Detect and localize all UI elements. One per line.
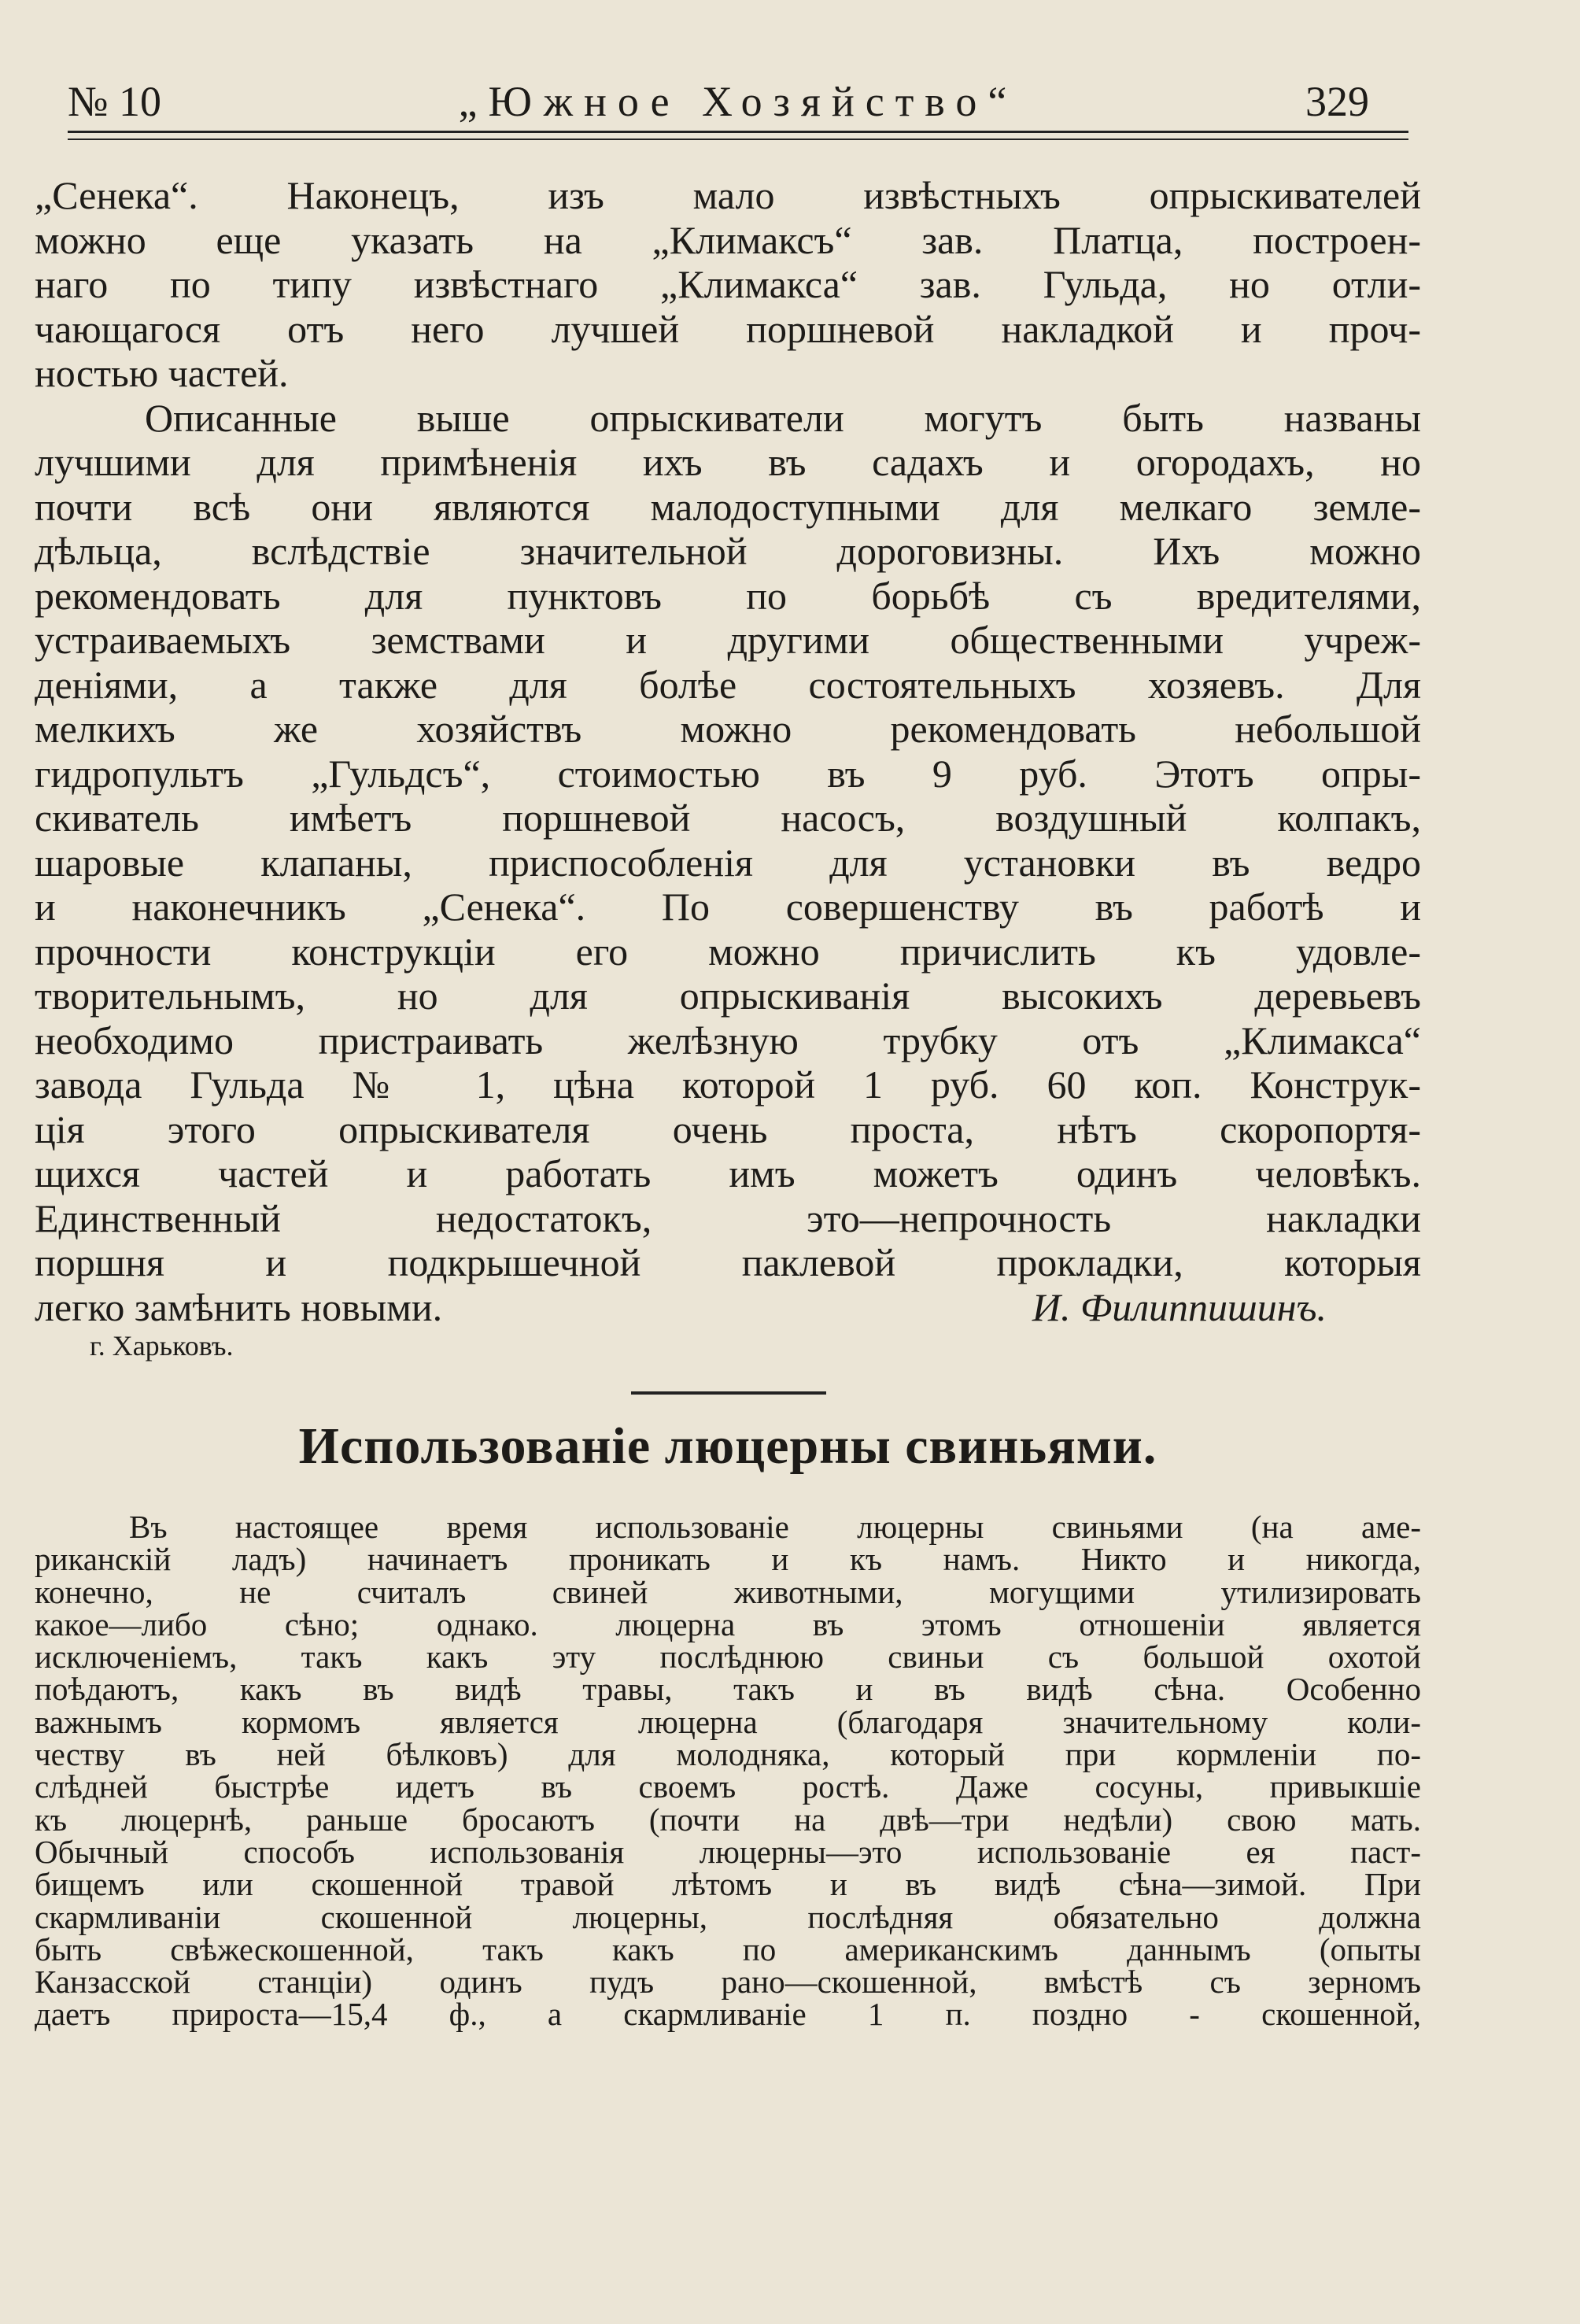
- text-line: Единственный недостатокъ, это—непрочность накладки: [35, 1195, 1421, 1240]
- text-line: слѣдней быстрѣе идетъ въ своемъ ростѣ. Даже сосуны, привыкшіе: [35, 1768, 1421, 1805]
- text-line: почти всѣ они являются малодоступными для мелкаго земле-: [35, 484, 1421, 529]
- text-line: дѣльца, вслѣдствіе значительной дороговизны. Ихъ можно: [35, 529, 1421, 573]
- text-line: даетъ прироста—15,4 ф., а скармливаніе 1 п. поздно - скошенной,: [35, 1996, 1421, 2033]
- text-line: поѣдаютъ, какъ въ видѣ травы, такъ и въ видѣ сѣна. Особенно: [35, 1671, 1421, 1708]
- text-line: легко замѣнить новыми.: [35, 1284, 443, 1329]
- text-line: быть свѣжескошенной, такъ какъ по американскимъ даннымъ (опыты: [35, 1931, 1421, 1967]
- text-line: къ люцернѣ, раньше бросаютъ (почти на двѣ—три недѣли) свою мать.: [35, 1801, 1421, 1838]
- text-line: бищемъ или скошенной травой лѣтомъ и въ видѣ сѣна—зимой. При: [35, 1866, 1421, 1903]
- text-line: Въ настоящее время использованіе люцерны свиньями (на аме-: [129, 1509, 1421, 1545]
- text-line: лучшими для примѣненія ихъ въ садахъ и огородахъ, но: [35, 440, 1421, 484]
- text-line: шаровые клапаны, приспособленія для установки въ ведро: [35, 840, 1421, 885]
- article-separator: [631, 1391, 826, 1395]
- text-line: конечно, не считалъ свиней животными, могущими утилизировать: [35, 1573, 1421, 1610]
- text-line: деніями, а также для болѣе состоятельныхъ хозяевъ. Для: [35, 662, 1421, 707]
- text-line: Канзасской станціи) одинъ пудъ рано—скошенной, вмѣстѣ съ зерномъ: [35, 1964, 1421, 2001]
- place-line: г. Харьковъ.: [90, 1330, 234, 1362]
- article-2-heading: Использованіе люцерны свиньями.: [298, 1417, 1157, 1475]
- header-rule-secondary: [68, 139, 1408, 140]
- closing-line: [35, 1285, 1421, 1330]
- text-line: поршня и подкрышечной паклевой прокладки, которыя: [35, 1240, 1421, 1284]
- text-line: риканскій ладъ) начинаетъ проникать и къ намъ. Никто и никогда,: [35, 1541, 1421, 1578]
- author-signature: И. Филиппишинъ.: [1032, 1284, 1327, 1329]
- text-line: прочности конструкціи его можно причислить къ удовле-: [35, 929, 1421, 974]
- text-line: завода Гульда № 1, цѣна которой 1 руб. 60 коп. Конструк-: [35, 1062, 1421, 1107]
- journal-title: „Южное Хозяйство“: [458, 78, 1018, 125]
- text-line: можно еще указать на „Климаксъ“ зав. Платца, построен-: [35, 217, 1421, 262]
- text-line: исключеніемъ, такъ какъ эту послѣднюю свиньи съ большой охотой: [35, 1639, 1421, 1676]
- text-line: честву въ ней бѣлковъ) для молодняка, который при кормленіи по-: [35, 1736, 1421, 1773]
- text-line: рекомендовать для пунктовъ по борьбѣ съ вредителями,: [35, 573, 1421, 618]
- text-line: наго по типу извѣстнаго „Климакса“ зав. Гульда, но отли-: [35, 262, 1421, 306]
- text-line: важнымъ кормомъ является люцерна (благодаря значительному коли-: [35, 1703, 1421, 1740]
- text-line: чающагося отъ него лучшей поршневой накладкой и проч-: [35, 306, 1421, 351]
- text-line: скармливаніи скошенной люцерны, послѣдняя обязательно должна: [35, 1898, 1421, 1935]
- page-header: [68, 72, 1408, 127]
- text-line: щихся частей и работать имъ можетъ одинъ человѣкъ.: [35, 1151, 1421, 1195]
- text-line: ція этого опрыскивателя очень проста, нѣтъ скоропортя-: [35, 1107, 1421, 1151]
- article-2-body: [35, 1511, 1421, 2031]
- text-line: какое—либо сѣно; однако. люцерна въ этомъ отношеніи является: [35, 1605, 1421, 1642]
- text-line: гидропультъ „Гульдсъ“, стоимостью въ 9 руб. Этотъ опры-: [35, 751, 1421, 796]
- article-1-body: [35, 173, 1421, 1362]
- text-line: необходимо пристраивать желѣзную трубку отъ „Климакса“: [35, 1018, 1421, 1062]
- text-line: Обычный способъ использованія люцерны—это использованіе ея паст-: [35, 1833, 1421, 1870]
- text-line: Описанные выше опрыскиватели могутъ быть названы: [145, 395, 1421, 440]
- text-line: „Сенека“. Наконецъ, изъ мало извѣстныхъ опрыскивателей: [35, 173, 1421, 217]
- text-line: скиватель имѣетъ поршневой насосъ, воздушный колпакъ,: [35, 796, 1421, 840]
- text-line: мелкихъ же хозяйствъ можно рекомендовать небольшой: [35, 707, 1421, 751]
- text-line: устраиваемыхъ земствами и другими общественными учреж-: [35, 618, 1421, 662]
- text-line: ностью частей.: [35, 351, 289, 395]
- page-number: 329: [1305, 78, 1369, 125]
- issue-number: № 10: [68, 78, 162, 125]
- text-line: и наконечникъ „Сенека“. По совершенству въ работѣ и: [35, 885, 1421, 929]
- header-rule: [68, 131, 1408, 133]
- text-line: творительнымъ, но для опрыскиванія высокихъ деревьевъ: [35, 974, 1421, 1018]
